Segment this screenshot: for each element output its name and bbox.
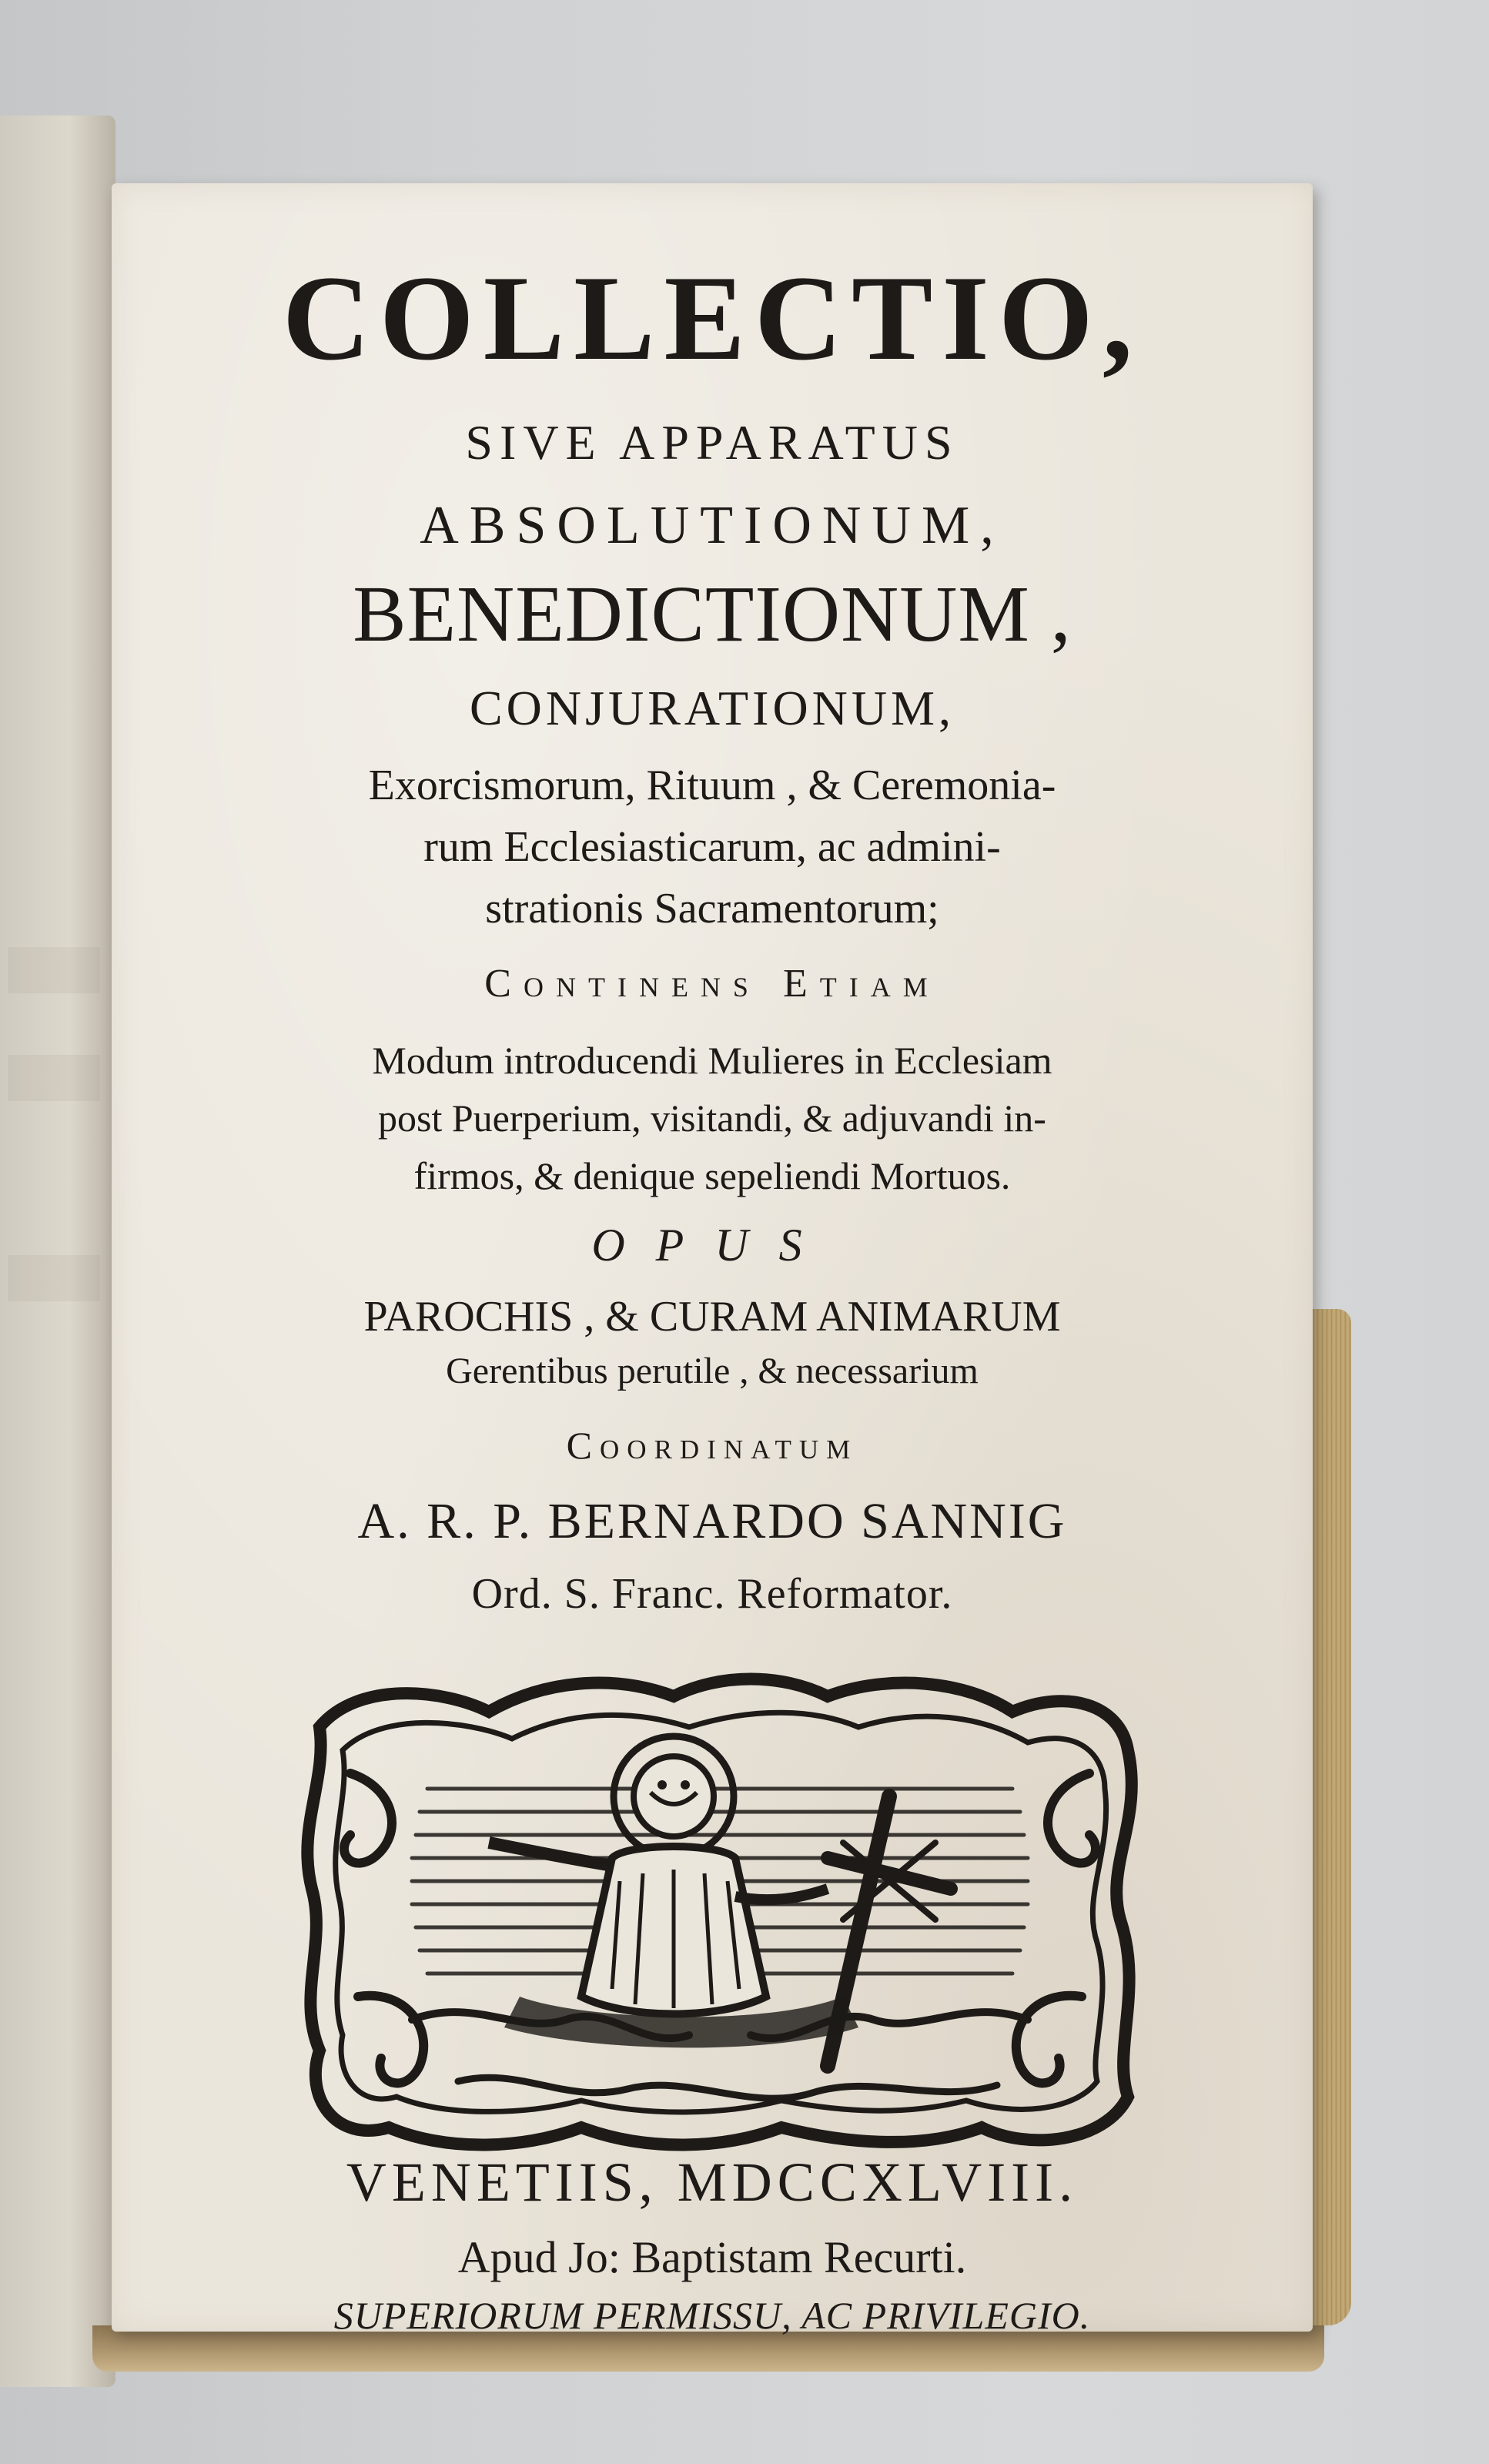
imprint-place-date: VENETIIS, MDCCXLVIII.: [346, 2151, 1079, 2213]
left-page-edge: [0, 116, 115, 2387]
parochis-line: PAROCHIS , & CURAM ANIMARUM: [363, 1293, 1061, 1341]
gerentibus-line: Gerentibus perutile , & necessarium: [446, 1351, 979, 1391]
modum-line: Modum introducendi Mulieres in Ecclesiam: [372, 1039, 1052, 1082]
show-through-mark: [8, 947, 100, 993]
show-through-mark: [8, 1255, 100, 1301]
subtitle-conjurationum: CONJURATIONUM,: [469, 681, 955, 735]
author-order: Ord. S. Franc. Reformator.: [471, 1570, 953, 1618]
description-line: strationis Sacramentorum;: [485, 885, 939, 932]
subtitle-absolutionum: ABSOLUTIONUM,: [420, 496, 1005, 555]
opus-heading: OPUS: [591, 1220, 833, 1270]
subtitle-sive: SIVE APPARATUS: [465, 415, 959, 470]
title-page: [112, 183, 1313, 2337]
author-name: A. R. P. BERNARDO SANNIG: [357, 1493, 1067, 1549]
modum-line: post Puerperium, visitandi, & adjuvandi in-: [378, 1096, 1046, 1140]
main-title: COLLECTIO,: [282, 251, 1143, 386]
description-line: Exorcismorum, Rituum , & Ceremonia-: [368, 762, 1056, 809]
show-through-mark: [8, 1055, 100, 1101]
imprint-printer: Apud Jo: Baptistam Recurti.: [457, 2232, 967, 2282]
coordinatum-line: Coordinatum: [566, 1424, 858, 1467]
subtitle-benedictionum: BENEDICTIONUM ,: [353, 570, 1072, 658]
continens-etiam: Continens Etiam: [484, 962, 940, 1006]
description-line: rum Ecclesiasticarum, ac admini-: [423, 823, 1001, 871]
modum-line: firmos, & denique sepeliendi Mortuos.: [413, 1154, 1011, 1197]
imprint-privilege: SUPERIORUM PERMISSU, AC PRIVILEGIO.: [333, 2294, 1091, 2337]
woodcut-saint-with-cross-cartouche-icon: [289, 1666, 1151, 2158]
